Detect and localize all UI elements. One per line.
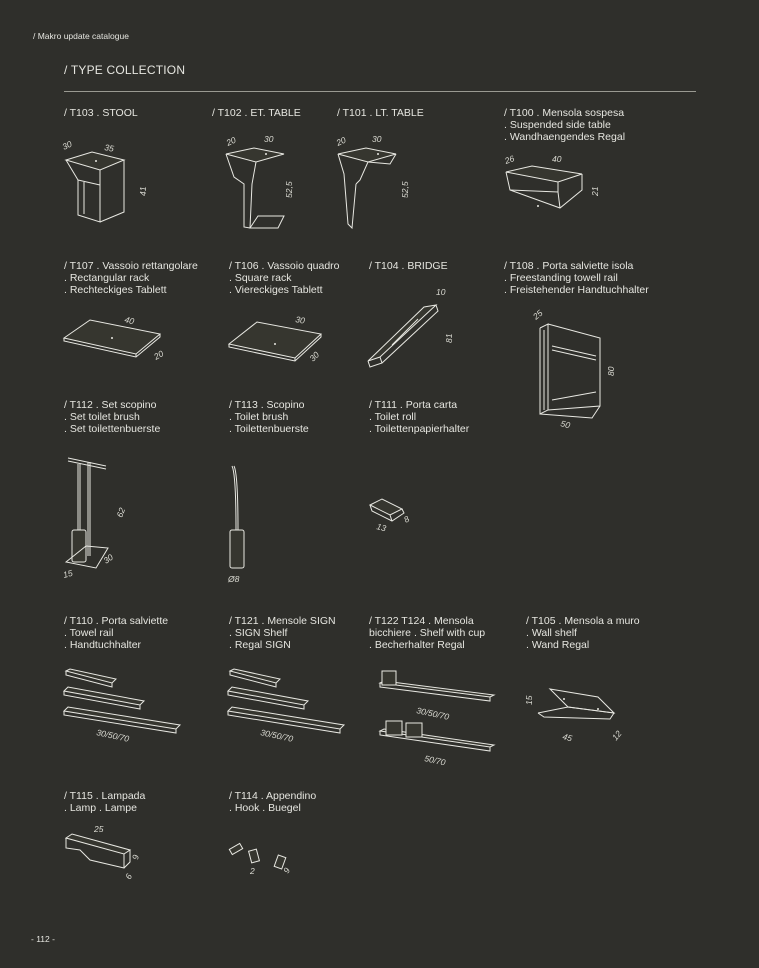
t114-hook-drawing — [226, 836, 306, 881]
caption-line: bicchiere . Shelf with cup — [369, 627, 486, 639]
dim-label: 15 — [524, 695, 534, 705]
t102-et-table-drawing — [222, 132, 302, 232]
t112-toilet-brush-set-drawing — [58, 450, 138, 580]
caption-line: / T102 . ET. TABLE — [212, 107, 301, 119]
t106-square-rack-drawing — [225, 308, 335, 368]
caption-line: . Wand Regal — [526, 639, 590, 651]
title-divider — [64, 91, 696, 92]
t121-sign-shelf-drawing — [224, 665, 354, 750]
dim-label: 15 — [61, 567, 74, 580]
t111-toilet-roll-drawing — [366, 495, 426, 535]
caption-line: / T108 . Porta salviette isola — [504, 260, 634, 272]
caption-line: / T113 . Scopino — [229, 399, 305, 411]
t107-rect-rack-drawing — [60, 308, 170, 368]
dim-label: 26 — [503, 153, 516, 166]
dim-label: 25 — [94, 824, 104, 834]
item-t122-caption — [369, 615, 485, 651]
item-t105-caption — [526, 615, 640, 651]
t105-wall-shelf-drawing — [518, 675, 638, 750]
caption-line: . Toilettenbuerste — [229, 423, 309, 435]
dim-label: 30/50/70 — [415, 705, 451, 722]
dim-label: 30 — [372, 134, 382, 144]
item-t102-caption — [212, 107, 301, 119]
item-t103-caption — [64, 107, 138, 119]
caption-line: . Square rack — [229, 272, 292, 284]
item-t110-caption — [64, 615, 168, 651]
dim-label: 30 — [101, 552, 115, 566]
dim-label: 30/50/70 — [259, 727, 295, 744]
dim-label: 20 — [334, 134, 348, 148]
dim-label: 10 — [436, 287, 446, 297]
dim-label: 41 — [138, 186, 148, 196]
caption-line: . Set toilet brush — [64, 411, 140, 423]
caption-line: . Becherhalter Regal — [369, 639, 465, 651]
dim-label: 2 — [250, 866, 255, 876]
caption-line: . Toilet roll — [369, 411, 417, 423]
caption-line: . Suspended side table — [504, 119, 611, 131]
dim-label: 21 — [590, 186, 600, 196]
caption-line: / T112 . Set scopino — [64, 399, 157, 411]
t115-lamp-drawing — [60, 820, 160, 885]
item-t104-caption — [369, 260, 448, 272]
dim-label: 35 — [103, 142, 115, 154]
caption-line: . Rectangular rack — [64, 272, 150, 284]
caption-line: / T122 T124 . Mensola — [369, 615, 474, 627]
caption-line: / T111 . Porta carta — [369, 399, 458, 411]
item-t121-caption — [229, 615, 336, 651]
page-number: - 112 - — [31, 934, 55, 944]
dim-label: 9 — [130, 853, 141, 861]
t103-stool-drawing — [60, 140, 160, 235]
t113-toilet-brush-drawing — [226, 460, 266, 585]
caption-line: . Toilet brush — [229, 411, 289, 423]
caption-line: . Towel rail — [64, 627, 114, 639]
dim-label: 30/50/70 — [95, 727, 131, 744]
caption-line: . Freestanding towell rail — [504, 272, 618, 284]
dim-label: 30 — [307, 349, 322, 364]
dim-label: 13 — [375, 521, 388, 534]
caption-line: / T114 . Appendino — [229, 790, 317, 802]
caption-line: . Wall shelf — [526, 627, 577, 639]
dim-label: 45 — [561, 731, 574, 744]
caption-line: . Regal SIGN — [229, 639, 291, 651]
dim-label: 81 — [444, 333, 454, 343]
t101-lt-table-drawing — [334, 132, 414, 232]
item-t106-caption — [229, 260, 340, 296]
item-t111-caption — [369, 399, 469, 435]
dim-label: 6 — [123, 871, 135, 881]
t122-shelf-with-cup-drawing — [374, 665, 504, 770]
caption-line: / T115 . Lampada — [64, 790, 146, 802]
dim-label: 80 — [606, 366, 616, 376]
dim-label: 8 — [402, 513, 412, 525]
item-t113-caption — [229, 399, 309, 435]
caption-line: . Toilettenpapierhalter — [369, 423, 470, 435]
caption-line: . Wandhaengendes Regal — [504, 131, 626, 143]
caption-line: . Lamp . Lampe — [64, 802, 137, 814]
caption-line: / T106 . Vassoio quadro — [229, 260, 340, 272]
catalogue-header: / Makro update catalogue — [33, 31, 129, 41]
dim-label: 30 — [60, 138, 74, 152]
caption-line: . Handtuchhalter — [64, 639, 142, 651]
dim-label: 50/70 — [423, 753, 447, 768]
caption-line: . Hook . Buegel — [229, 802, 301, 814]
dim-label: 20 — [224, 134, 238, 148]
caption-line: / T105 . Mensola a muro — [526, 615, 640, 627]
dim-label: 12 — [609, 728, 624, 743]
item-t115-caption — [64, 790, 145, 814]
dim-label: 9 — [281, 865, 293, 875]
dim-label: 20 — [152, 348, 166, 362]
section-title: / TYPE COLLECTION — [64, 63, 186, 77]
t108-towel-rail-drawing — [530, 307, 630, 431]
item-t100-caption — [504, 107, 625, 143]
dim-label: 25 — [530, 307, 545, 322]
dim-label: 30 — [264, 134, 274, 144]
t100-suspended-table-drawing — [500, 150, 610, 225]
caption-line: / T104 . BRIDGE — [369, 260, 448, 272]
dim-label: 52,5 — [400, 181, 410, 198]
dim-label: 50 — [559, 418, 572, 431]
item-t114-caption — [229, 790, 316, 814]
item-t107-caption — [64, 260, 198, 296]
caption-line: / T110 . Porta salviette — [64, 615, 169, 627]
caption-line: . Freistehender Handtuchhalter — [504, 284, 649, 296]
caption-line: / T107 . Vassoio rettangolare — [64, 260, 198, 272]
dim-label: 30 — [294, 314, 306, 326]
item-t101-caption — [337, 107, 424, 119]
dim-label: 40 — [123, 314, 136, 327]
caption-line: / T101 . LT. TABLE — [337, 107, 424, 119]
dim-label: Ø8 — [228, 574, 240, 584]
caption-line: / T121 . Mensole SIGN — [229, 615, 336, 627]
caption-line: / T100 . Mensola sospesa — [504, 107, 625, 119]
t110-towel-rail-drawing — [60, 665, 190, 750]
item-t108-caption — [504, 260, 649, 296]
caption-line: . Rechteckiges Tablett — [64, 284, 167, 296]
caption-line: . Set toilettenbuerste — [64, 423, 161, 435]
item-t112-caption — [64, 399, 160, 435]
t104-bridge-drawing — [362, 285, 462, 375]
dim-label: 52,5 — [284, 181, 294, 198]
caption-line: . SIGN Shelf — [229, 627, 288, 639]
dim-label: 62 — [114, 506, 128, 519]
caption-line: . Viereckiges Tablett — [229, 284, 323, 296]
dim-label: 40 — [552, 154, 562, 164]
caption-line: / T103 . STOOL — [64, 107, 138, 119]
